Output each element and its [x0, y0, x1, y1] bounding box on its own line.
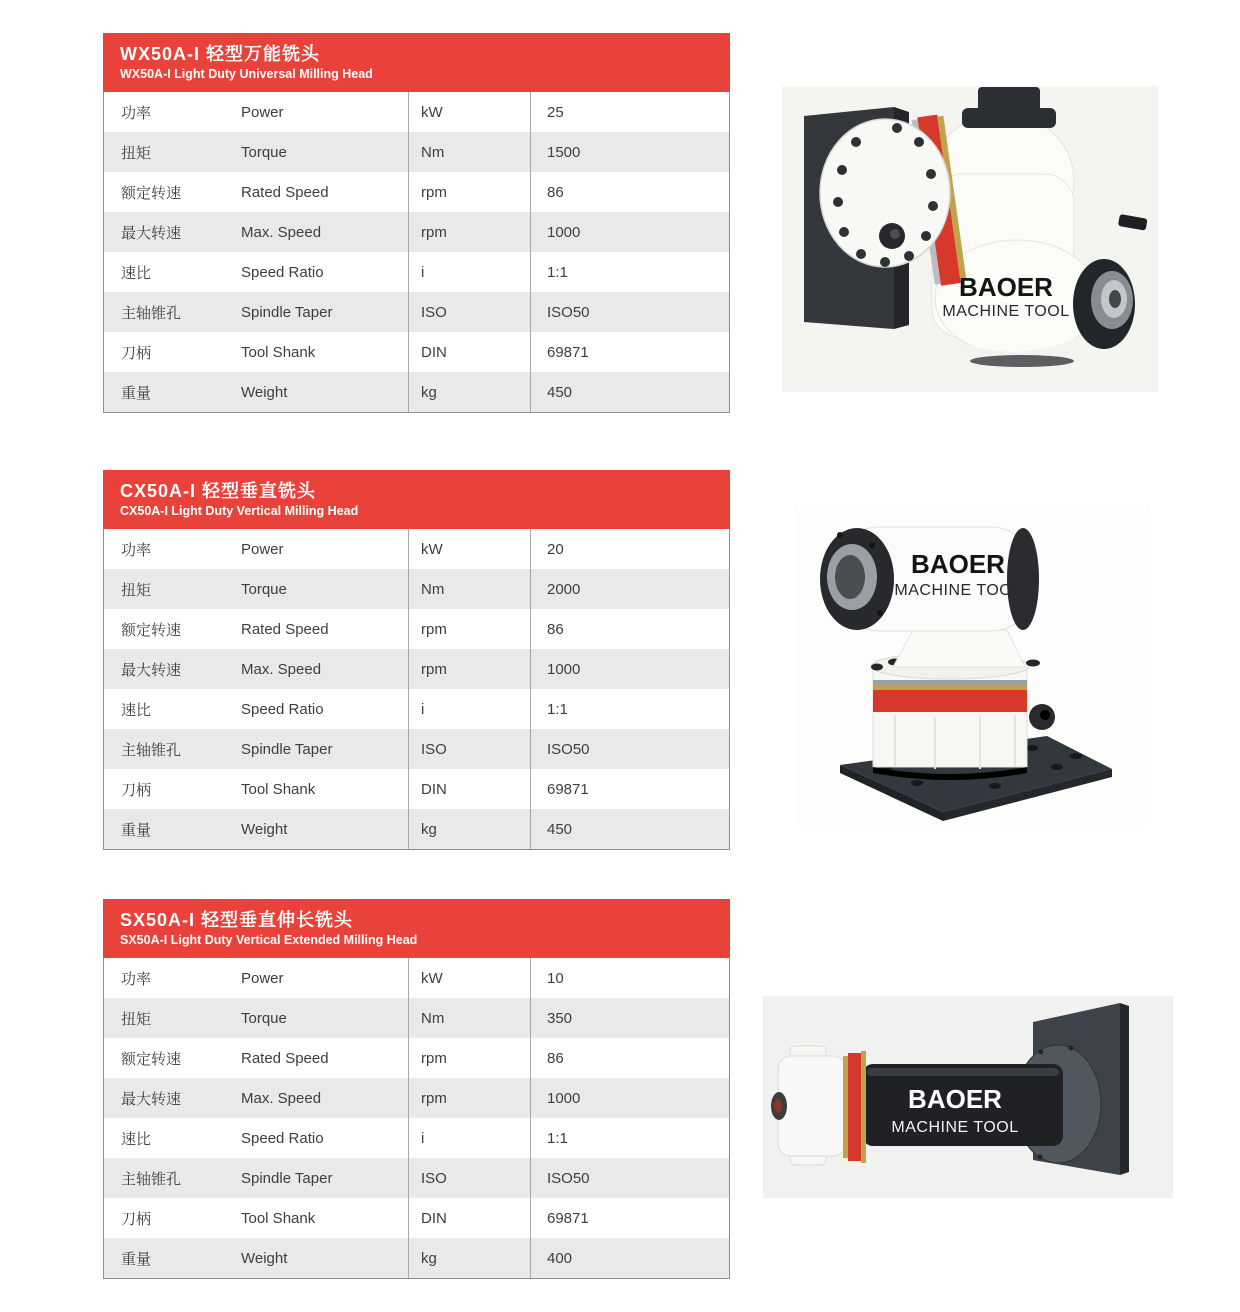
spec-unit: DIN: [408, 1198, 530, 1238]
spindle-nose: [1073, 259, 1135, 349]
product-title-en: CX50A-I Light Duty Vertical Milling Head: [120, 504, 359, 518]
spindle-housing: [820, 527, 1039, 631]
spec-row: [104, 729, 729, 769]
spec-unit: i: [408, 1118, 530, 1158]
spec-value: 1500: [530, 132, 729, 172]
spec-value: 1000: [530, 1078, 729, 1118]
spec-label-zh: 主轴锥孔: [121, 304, 182, 322]
brand-subtitle-text: MACHINE TOOL: [942, 303, 1070, 320]
spec-label-en: Max. Speed: [241, 1089, 322, 1107]
top-cap: [962, 108, 1056, 128]
spec-row: [104, 92, 729, 132]
spec-label-zh: 额定转速: [121, 184, 182, 202]
spec-unit: ISO: [408, 292, 530, 332]
spec-unit: rpm: [408, 609, 530, 649]
spec-label-en: Tool Shank: [241, 780, 316, 798]
spec-label-en: Rated Speed: [241, 1049, 329, 1067]
universal-milling-head-illustration: [782, 86, 1158, 392]
brand-name-text: BAOER: [908, 1084, 1002, 1114]
spec-value: 450: [530, 809, 729, 849]
spec-label-zh: 功率: [121, 970, 152, 988]
spec-label-zh: 最大转速: [121, 1090, 182, 1108]
spec-label-zh: 最大转速: [121, 224, 182, 242]
neck-column: [893, 630, 1025, 667]
spec-row: [104, 689, 729, 729]
spec-row: [104, 1038, 729, 1078]
spec-row: [104, 372, 729, 412]
product-title-en: SX50A-I Light Duty Vertical Extended Milling Head: [120, 933, 418, 947]
spec-label-zh: 主轴锥孔: [121, 741, 182, 759]
spec-label-en: Max. Speed: [241, 660, 322, 678]
spec-row: [104, 569, 729, 609]
spec-label-zh: 重量: [121, 384, 152, 402]
spec-label-en: Weight: [241, 383, 288, 401]
spec-value: 1:1: [530, 1118, 729, 1158]
spec-label-en: Power: [241, 969, 284, 987]
spec-value: 1000: [530, 649, 729, 689]
table-header-wx50a: [103, 33, 730, 92]
spec-row: [104, 1078, 729, 1118]
spec-label-en: Torque: [241, 580, 287, 598]
swivel-base: [871, 653, 1055, 780]
spec-label-en: Rated Speed: [241, 620, 329, 638]
brand-name-text: BAOER: [959, 272, 1053, 302]
spec-row: [104, 609, 729, 649]
brand-name-text: BAOER: [911, 549, 1005, 579]
spec-value: 1:1: [530, 252, 729, 292]
spec-value: 1000: [530, 212, 729, 252]
spec-row: [104, 769, 729, 809]
spec-rows: [103, 529, 730, 850]
spec-value: ISO50: [530, 729, 729, 769]
spec-unit: i: [408, 689, 530, 729]
spec-value: 69871: [530, 1198, 729, 1238]
spec-unit: rpm: [408, 1038, 530, 1078]
spec-label-en: Spindle Taper: [241, 740, 333, 758]
spec-label-en: Power: [241, 540, 284, 558]
spec-value: ISO50: [530, 1158, 729, 1198]
spec-row: [104, 1198, 729, 1238]
spec-row: [104, 1238, 729, 1278]
side-knob-center: [1040, 710, 1050, 720]
spec-label-zh: 刀柄: [121, 344, 152, 362]
product-title-zh: SX50A-I 轻型垂直伸长铣头: [120, 910, 354, 930]
spec-unit: DIN: [408, 769, 530, 809]
milling-head-tip: [771, 1046, 846, 1165]
spec-value: 86: [530, 1038, 729, 1078]
spec-label-zh: 扭矩: [121, 1010, 152, 1028]
spec-unit: kW: [408, 529, 530, 569]
spec-table-sx50a: [103, 899, 730, 1279]
spec-value: 20: [530, 529, 729, 569]
spec-unit: ISO: [408, 729, 530, 769]
product-title-zh: CX50A-I 轻型垂直铣头: [120, 481, 317, 501]
spec-label-en: Spindle Taper: [241, 303, 333, 321]
spec-label-zh: 额定转速: [121, 621, 182, 639]
spec-unit: rpm: [408, 172, 530, 212]
spec-unit: Nm: [408, 998, 530, 1038]
shadow: [970, 355, 1074, 367]
spec-label-en: Tool Shank: [241, 343, 316, 361]
rear-cap: [1007, 528, 1039, 630]
spec-row: [104, 132, 729, 172]
spec-row: [104, 1118, 729, 1158]
spec-unit: DIN: [408, 332, 530, 372]
spec-row: [104, 252, 729, 292]
spec-label-zh: 扭矩: [121, 581, 152, 599]
spec-row: [104, 332, 729, 372]
product-photo-vertical-milling-head: [795, 505, 1150, 825]
spec-value: 10: [530, 958, 729, 998]
spec-label-zh: 功率: [121, 104, 152, 122]
spec-unit: kg: [408, 1238, 530, 1278]
brand-subtitle-text: MACHINE TOOL: [891, 1119, 1019, 1136]
spec-label-zh: 额定转速: [121, 1050, 182, 1068]
spec-unit: kW: [408, 958, 530, 998]
spec-rows: [103, 92, 730, 413]
brand-subtitle-text: MACHINE TOOL: [894, 582, 1022, 599]
spec-unit: rpm: [408, 212, 530, 252]
spec-value: 86: [530, 172, 729, 212]
table-header-sx50a: [103, 899, 730, 958]
spec-unit: i: [408, 252, 530, 292]
spec-row: [104, 292, 729, 332]
spec-row: [104, 212, 729, 252]
spec-label-zh: 重量: [121, 821, 152, 839]
vertical-milling-head-illustration: [795, 505, 1150, 825]
spec-value: 400: [530, 1238, 729, 1278]
product-photo-extended-milling-head: [763, 996, 1173, 1198]
spec-rows: [103, 958, 730, 1279]
spec-label-en: Rated Speed: [241, 183, 329, 201]
spec-row: [104, 809, 729, 849]
spec-label-zh: 扭矩: [121, 144, 152, 162]
spec-label-zh: 速比: [121, 1130, 152, 1148]
spec-value: 69871: [530, 769, 729, 809]
spec-label-en: Speed Ratio: [241, 263, 324, 281]
extended-milling-head-illustration: [763, 996, 1173, 1198]
spec-label-en: Weight: [241, 1249, 288, 1267]
spec-row: [104, 529, 729, 569]
spec-value: 25: [530, 92, 729, 132]
spec-label-zh: 刀柄: [121, 1210, 152, 1228]
spec-value: 2000: [530, 569, 729, 609]
spec-unit: kg: [408, 372, 530, 412]
spec-label-zh: 刀柄: [121, 781, 152, 799]
joint-stripes: [843, 1051, 866, 1163]
spec-unit: kW: [408, 92, 530, 132]
table-header-cx50a: [103, 470, 730, 529]
spec-label-en: Power: [241, 103, 284, 121]
clamp-knob-center: [890, 229, 900, 239]
spec-unit: rpm: [408, 1078, 530, 1118]
spec-value: 350: [530, 998, 729, 1038]
spec-label-zh: 速比: [121, 264, 152, 282]
spec-unit: rpm: [408, 649, 530, 689]
spec-label-en: Torque: [241, 1009, 287, 1027]
red-stripe: [873, 690, 1027, 712]
product-photo-universal-milling-head: [782, 86, 1158, 392]
spec-value: ISO50: [530, 292, 729, 332]
spec-row: [104, 172, 729, 212]
spec-label-zh: 重量: [121, 1250, 152, 1268]
spec-label-en: Speed Ratio: [241, 700, 324, 718]
spec-table-wx50a: [103, 33, 730, 413]
spec-row: [104, 958, 729, 998]
spec-unit: Nm: [408, 132, 530, 172]
spec-row: [104, 649, 729, 689]
flange-disc: [820, 119, 950, 267]
spec-label-en: Spindle Taper: [241, 1169, 333, 1187]
spec-unit: Nm: [408, 569, 530, 609]
spec-table-cx50a: [103, 470, 730, 850]
spec-label-en: Speed Ratio: [241, 1129, 324, 1147]
product-title-zh: WX50A-I 轻型万能铣头: [120, 44, 321, 64]
spec-value: 86: [530, 609, 729, 649]
spec-value: 69871: [530, 332, 729, 372]
spec-row: [104, 1158, 729, 1198]
spec-label-zh: 功率: [121, 541, 152, 559]
product-title-en: WX50A-I Light Duty Universal Milling Head: [120, 67, 373, 81]
spec-value: 1:1: [530, 689, 729, 729]
spec-label-zh: 最大转速: [121, 661, 182, 679]
spec-label-zh: 速比: [121, 701, 152, 719]
spec-label-en: Tool Shank: [241, 1209, 316, 1227]
spec-label-zh: 主轴锥孔: [121, 1170, 182, 1188]
spec-unit: ISO: [408, 1158, 530, 1198]
spec-label-en: Max. Speed: [241, 223, 322, 241]
spec-value: 450: [530, 372, 729, 412]
spec-unit: kg: [408, 809, 530, 849]
spec-label-en: Weight: [241, 820, 288, 838]
spec-label-en: Torque: [241, 143, 287, 161]
spec-row: [104, 998, 729, 1038]
